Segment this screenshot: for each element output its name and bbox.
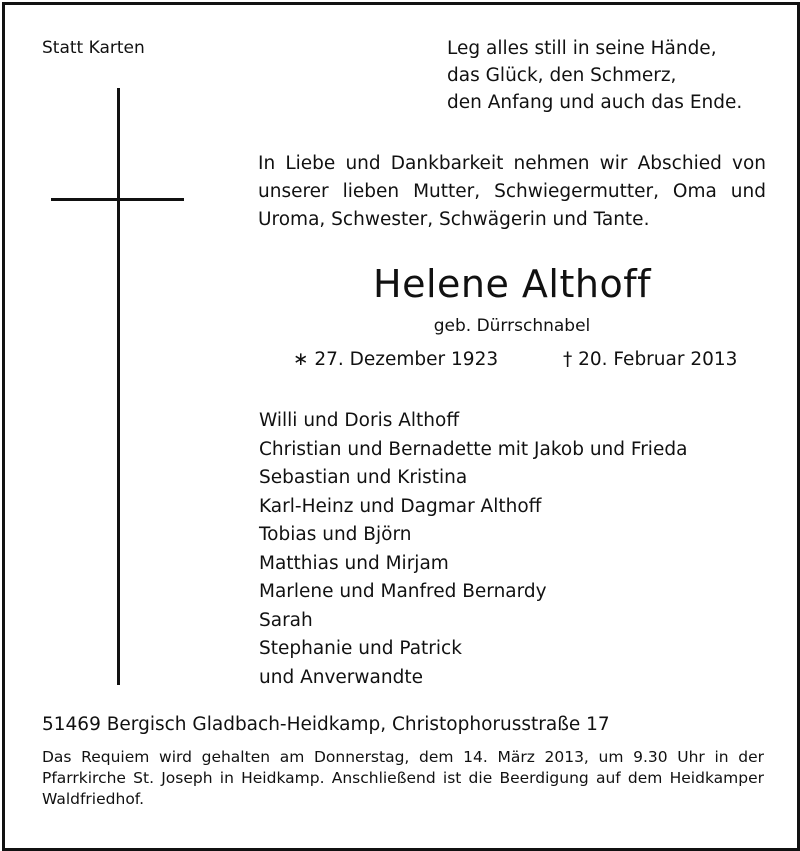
deceased-name: Helene Althoff bbox=[373, 262, 651, 306]
list-item: und Anverwandte bbox=[259, 666, 423, 688]
statt-karten-label: Statt Karten bbox=[42, 38, 145, 58]
intro-text bbox=[258, 150, 766, 234]
maiden-name: geb. Dürrschnabel bbox=[433, 316, 591, 336]
death-date: † 20. Februar 2013 bbox=[563, 349, 738, 370]
list-item: Sarah bbox=[259, 609, 313, 631]
list-item: Karl-Heinz und Dagmar Althoff bbox=[259, 495, 542, 517]
list-item: Tobias und Björn bbox=[259, 524, 412, 545]
intro-paragraph: In Liebe und Dankbarkeit nehmen wir Abschied von unserer lieben Mutter, Schwiegermutter, Oma und Uroma, Schwester, Schwägerin und Tante. bbox=[258, 153, 766, 230]
poem-verse bbox=[447, 35, 742, 116]
poem-line: Leg alles still in seine Hände, bbox=[447, 38, 717, 59]
requiem-paragraph: Das Requiem wird gehalten am Donnerstag, dem 14. März 2013, um 9.30 Uhr in der Pfarrkirche St. Joseph in Heidkamp. Anschließend ist die Beerdigung auf dem Heidkamper Waldfriedhof. bbox=[42, 748, 764, 808]
list-item: Stephanie und Patrick bbox=[259, 638, 462, 659]
mourners-list bbox=[259, 407, 687, 692]
cross-icon-vertical bbox=[117, 88, 120, 685]
poem-line: den Anfang und auch das Ende. bbox=[447, 92, 743, 113]
list-item: Christian und Bernadette mit Jakob und Frieda bbox=[259, 438, 688, 460]
list-item: Willi und Doris Althoff bbox=[259, 410, 460, 431]
list-item: Matthias und Mirjam bbox=[259, 552, 449, 574]
poem-line: das Glück, den Schmerz, bbox=[447, 65, 677, 86]
list-item: Sebastian und Kristina bbox=[259, 467, 468, 488]
address: 51469 Bergisch Gladbach-Heidkamp, Christophorusstraße 17 bbox=[42, 714, 610, 735]
cross-icon-horizontal bbox=[51, 198, 184, 201]
birth-date: ∗ 27. Dezember 1923 bbox=[293, 349, 499, 370]
requiem-notice bbox=[42, 747, 764, 810]
list-item: Marlene und Manfred Bernardy bbox=[259, 581, 547, 602]
